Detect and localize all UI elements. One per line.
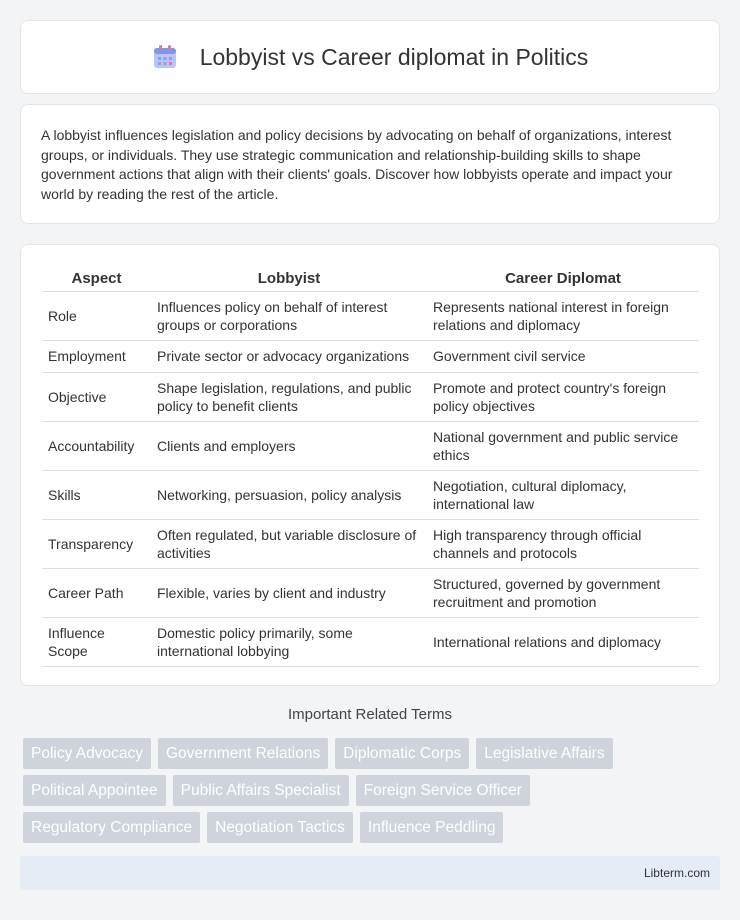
calendar-icon (152, 44, 178, 70)
cell-diplomat: International relations and diplomacy (427, 617, 699, 666)
table-row (42, 568, 699, 617)
title-card (20, 20, 720, 94)
cell-lobbyist: Influences policy on behalf of interest groups or corporations (151, 291, 427, 340)
cell-aspect: Influence Scope (42, 617, 151, 666)
tag-political-appointee[interactable]: Political Appointee (23, 775, 166, 806)
comparison-card (20, 244, 720, 686)
footer-site-link[interactable]: Libterm.com (643, 866, 710, 880)
header-career-diplomat: Career Diplomat (427, 265, 699, 291)
related-terms-title: Important Related Terms (288, 706, 452, 723)
comparison-table (42, 265, 699, 667)
table-row (42, 372, 699, 421)
header-aspect: Aspect (42, 265, 151, 291)
table-row (42, 519, 699, 568)
tag-foreign-service-officer[interactable]: Foreign Service Officer (356, 775, 530, 806)
cell-lobbyist: Shape legislation, regulations, and public policy to benefit clients (151, 372, 427, 421)
tag-row (23, 812, 723, 843)
related-terms-tags (23, 738, 723, 849)
cell-aspect: Skills (42, 470, 151, 519)
cell-aspect: Career Path (42, 568, 151, 617)
tag-government-relations[interactable]: Government Relations (158, 738, 328, 769)
cell-diplomat: Represents national interest in foreign relations and diplomacy (427, 291, 699, 340)
cell-diplomat: Promote and protect country's foreign policy objectives (427, 372, 699, 421)
cell-diplomat: Structured, governed by government recruitment and promotion (427, 568, 699, 617)
cell-lobbyist: Networking, persuasion, policy analysis (151, 470, 427, 519)
cell-lobbyist: Private sector or advocacy organizations (151, 340, 427, 372)
cell-lobbyist: Flexible, varies by client and industry (151, 568, 427, 617)
cell-lobbyist: Often regulated, but variable disclosure of activities (151, 519, 427, 568)
tag-row (23, 775, 723, 806)
table-header-row (42, 265, 699, 291)
tag-regulatory-compliance[interactable]: Regulatory Compliance (23, 812, 200, 843)
footer (20, 856, 720, 890)
table-row (42, 617, 699, 666)
cell-aspect: Employment (42, 340, 151, 372)
page-title: Lobbyist vs Career diplomat in Politics (199, 43, 589, 70)
tag-negotiation-tactics[interactable]: Negotiation Tactics (207, 812, 353, 843)
tag-policy-advocacy[interactable]: Policy Advocacy (23, 738, 151, 769)
cell-aspect: Transparency (42, 519, 151, 568)
table-row (42, 291, 699, 340)
tag-public-affairs-specialist[interactable]: Public Affairs Specialist (173, 775, 349, 806)
cell-aspect: Accountability (42, 421, 151, 470)
table-row (42, 470, 699, 519)
cell-diplomat: Negotiation, cultural diplomacy, international law (427, 470, 699, 519)
table-row (42, 421, 699, 470)
cell-diplomat: Government civil service (427, 340, 699, 372)
cell-diplomat: National government and public service ethics (427, 421, 699, 470)
intro-text: A lobbyist influences legislation and policy decisions by advocating on behalf of organizations, interest groups, or individuals. They use strategic communication and relationship-building skills to shape government actions that align with their clients' goals. Discover how lobbyists operate and impact your world by reading the rest of the article. (41, 127, 673, 202)
tag-row (23, 738, 723, 769)
cell-diplomat: High transparency through official channels and protocols (427, 519, 699, 568)
cell-lobbyist: Domestic policy primarily, some international lobbying (151, 617, 427, 666)
tag-legislative-affairs[interactable]: Legislative Affairs (476, 738, 612, 769)
tag-diplomatic-corps[interactable]: Diplomatic Corps (335, 738, 469, 769)
cell-aspect: Objective (42, 372, 151, 421)
cell-lobbyist: Clients and employers (151, 421, 427, 470)
tag-influence-peddling[interactable]: Influence Peddling (360, 812, 504, 843)
table-row (42, 340, 699, 372)
intro-card (20, 104, 720, 224)
header-lobbyist: Lobbyist (151, 265, 427, 291)
cell-aspect: Role (42, 291, 151, 340)
